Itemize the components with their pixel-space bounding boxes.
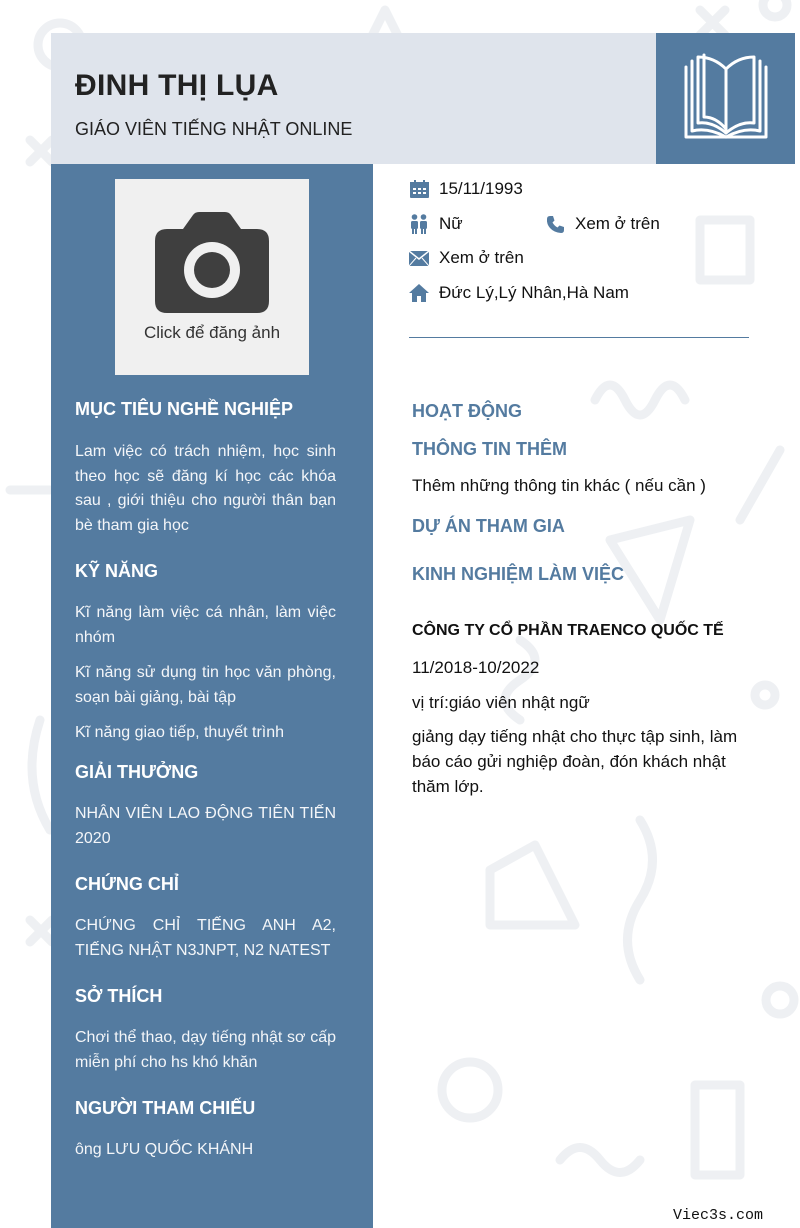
activities-heading: HOẠT ĐỘNG [412,401,522,421]
work-period: 11/2018-10/2022 [412,658,540,677]
email-row [409,248,524,268]
objective-section [75,399,336,538]
hobbies-heading: SỞ THÍCH [75,986,163,1006]
address-value: Đức Lý,Lý Nhân,Hà Nam [439,283,629,302]
awards-section [75,762,336,851]
contact-divider [409,337,749,338]
job-title: GIÁO VIÊN TIẾNG NHẬT ONLINE [75,119,353,139]
references-text: ông LƯU QUỐC KHÁNH [75,1141,254,1158]
certificates-section [75,874,336,963]
objective-text: Lam việc có trách nhiệm, học sinh theo học sẽ đăng kí học các khóa sau , giới thiệu cho người thân bạn bè tham gia học [75,443,336,534]
projects-heading: DỰ ÁN THAM GIA [412,516,565,536]
references-section [75,1098,336,1163]
references-heading: NGƯỜI THAM CHIẾU [75,1098,256,1118]
header-band [51,33,656,164]
photo-caption: Click để đăng ảnh [143,323,281,342]
candidate-name: ĐINH THỊ LỤA [75,69,279,102]
address-row [409,283,629,303]
site-watermark: Viec3s.com [673,1207,764,1224]
objective-heading: MỤC TIÊU NGHỀ NGHIỆP [75,399,294,419]
open-book-icon [678,53,774,145]
photo-upload[interactable] [115,179,309,375]
extra-info-text: Thêm những thông tin khác ( nếu cần ) [412,476,706,495]
skill-item: Kĩ năng giao tiếp, thuyết trình [75,724,285,741]
skills-section [75,561,336,746]
sidebar [51,164,373,1228]
gender-row [409,214,463,234]
home-icon [409,283,429,303]
dob-row [409,179,523,199]
work-description: giảng dạy tiếng nhật cho thực tập sinh, làm báo cáo gửi nghiệp đoàn, đón khách nhật thăm lớp. [412,727,738,796]
extra-info-heading: THÔNG TIN THÊM [412,439,567,459]
certificates-text: CHỨNG CHỈ TIẾNG ANH A2, TIẾNG NHẬT N3JNPT, N2 NATEST [75,917,336,959]
phone-icon [545,214,565,234]
certificates-heading: CHỨNG CHỈ [75,874,179,894]
phone-value: Xem ở trên [575,214,660,233]
gender-value: Nữ [439,214,463,233]
skill-item: Kĩ năng làm việc cá nhân, làm việc nhóm [75,604,336,646]
camera-icon [153,211,271,315]
phone-row [545,214,660,234]
skill-item: Kĩ năng sử dụng tin học văn phòng, soạn bài giảng, bài tập [75,664,336,706]
hobbies-section [75,986,336,1075]
awards-heading: GIẢI THƯỞNG [75,762,199,782]
email-value: Xem ở trên [439,248,524,267]
skills-heading: KỸ NĂNG [75,561,159,581]
dob-value: 15/11/1993 [439,179,523,198]
hobbies-text: Chơi thể thao, dạy tiếng nhật sơ cấp miễn phí cho hs khó khăn [75,1029,336,1071]
envelope-icon [409,248,429,268]
logo-box [656,33,795,164]
people-icon [409,214,429,234]
work-position: vị trí:giáo viên nhật ngữ [412,693,590,712]
company-name: CÔNG TY CỔ PHẦN TRAENCO QUỐC TẾ [412,622,724,639]
calendar-icon [409,179,429,199]
experience-heading: KINH NGHIỆM LÀM VIỆC [412,564,625,584]
awards-text: NHÂN VIÊN LAO ĐỘNG TIÊN TIẾN 2020 [75,805,336,847]
